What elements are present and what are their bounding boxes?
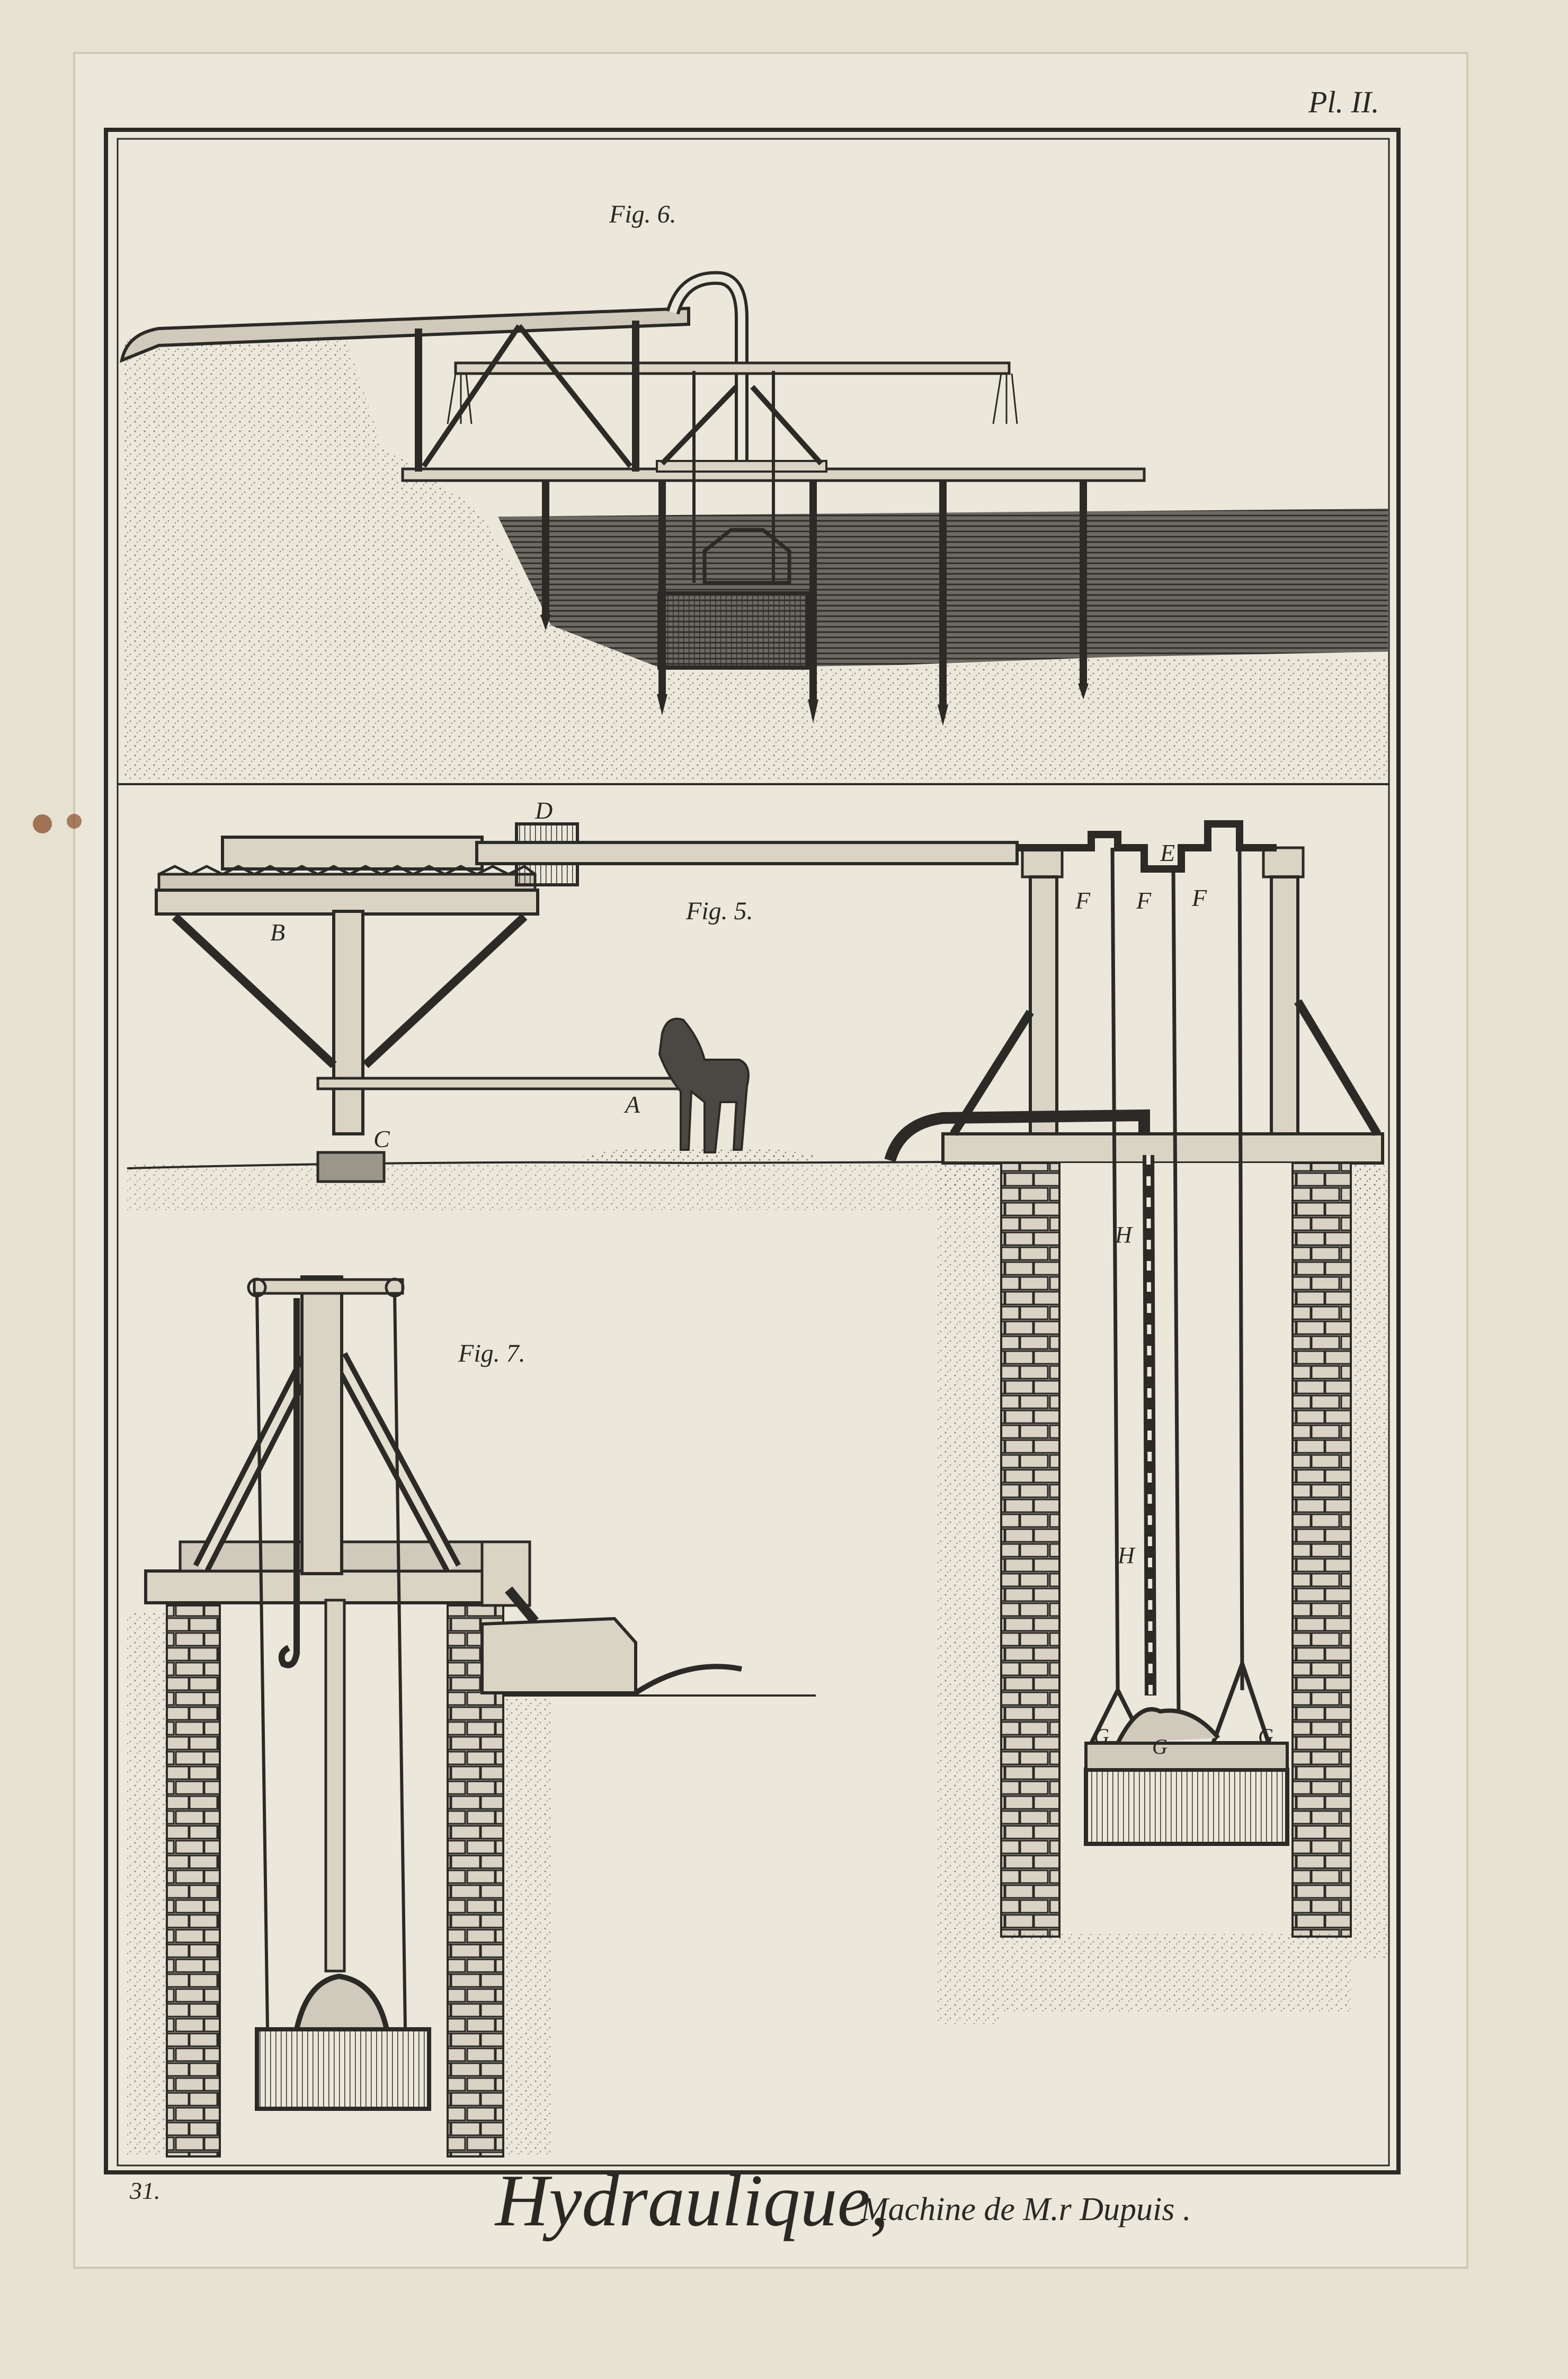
page-number: 31. [130,2177,161,2204]
label-F-2: F [1136,887,1152,914]
frame-post-right [1271,877,1298,1137]
top-beam [254,1280,403,1293]
plate-subtitle: Machine de M.r Dupuis . [861,2191,1191,2227]
pivot-stone [318,1152,384,1182]
central-post [302,1277,342,1574]
label-H-1: H [1115,1222,1132,1248]
label-G-2: G [1152,1735,1168,1759]
crown-wheel-teeth [159,874,535,890]
frame-cap-left [1022,848,1062,877]
label-C: C [373,1125,390,1152]
bucket-box [660,593,808,668]
label-D: D [535,797,553,824]
stain-mark [33,814,52,833]
well-wall-left [1001,1163,1059,1937]
lifting-chain [1148,1155,1151,1696]
label-G-3: G [1258,1724,1273,1748]
figure-6-caption: Fig. 6. [609,200,676,228]
frame-cap-right [1263,848,1303,877]
stain-mark [67,814,82,829]
well-beam [943,1134,1383,1163]
well-wall-right [1293,1163,1351,1937]
fig7-bucket-box [257,2029,429,2109]
label-G-1: G [1094,1724,1109,1748]
label-F-1: F [1075,887,1091,914]
trough-channel [222,837,482,869]
label-F-3: F [1192,884,1207,911]
label-E: E [1160,839,1175,866]
vertical-spindle [334,911,363,1134]
upper-beam [456,363,1009,374]
pump-pipe [326,1600,344,1971]
well-bucket-box [1086,1770,1287,1844]
plate-title: Hydraulique, [495,2160,889,2242]
figure-7-caption: Fig. 7. [458,1339,525,1368]
label-A: A [625,1091,640,1118]
well-wall-left-fig7 [167,1605,220,2156]
figure-5-caption: Fig. 5. [686,897,753,925]
plate-number: Pl. II. [1308,85,1379,119]
label-H-2: H [1118,1542,1135,1568]
frame-post-left [1030,877,1057,1137]
water-trough [482,1619,636,1693]
platform-beam [146,1571,495,1603]
drive-shaft [477,842,1017,864]
label-B: B [270,919,286,946]
